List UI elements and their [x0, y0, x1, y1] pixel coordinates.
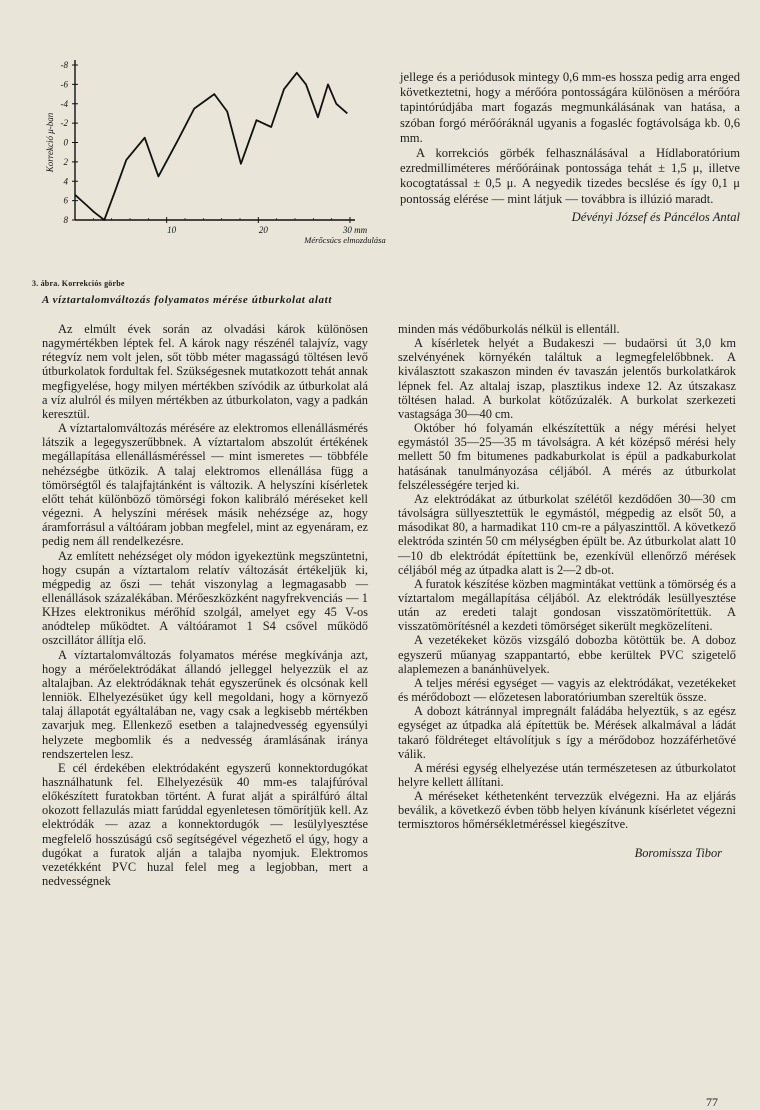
page-number: 77 [706, 1095, 718, 1109]
y-tick-label: -6 [60, 79, 68, 90]
x-tick-label: 30 mm [342, 225, 368, 235]
y-tick-label: 4 [63, 176, 68, 187]
paragraph: A dobozt kátránnyal impregnált faládába helyeztük, s az egész egységet az útpadka alá építettük be. Mérések alkalmával a ládát takaró földréteget eltávolítjuk s így a mérődoboz hozzáférhetővé válik. [398, 704, 736, 761]
figure-caption: 3. ábra. Korrekciós görbe [32, 279, 125, 288]
paragraph: A furatok készítése közben magmintákat vettünk a tömörség és a víztartalom megállapítása céljából. Az elektródák lesüllyesztése után az eredeti talajt gondosan visszatömörítettük. A visszatömörítésnél a kezdeti tömörséget sikerült megközelíteni. [398, 576, 736, 634]
authors-signature: Dévényi József és Páncélos Antal [571, 209, 740, 224]
y-tick-label: -4 [60, 98, 68, 109]
paragraph: Az elmúlt évek során az olvadási károk különösen nagymértékben léptek fel. A károk nagy részénél talajvíz, vagy rétegvíz nem volt jelen, sőt több méter magasságú töltésen levő útburkolatok fordultak fel. Szükségesnek mutatkozott tehát annak megfigyelése, hogy milyen mértékben szívódik az útburkolat alá a víz alulról és milyen mértékben az útburkolaton, vagy a padkán keresztül. [42, 322, 368, 421]
paragraph: Az említett nehézséget oly módon igyekeztünk megszüntetni, hogy csupán a víztartalom relatív változását értékeljük ki, mégpedig az őszi — tehát viszonylag a legmagasabb — ellenállások százalékában. Mérőeszközként nagyfrekvenciás — 1 KHzes elektronikus mérőhíd szolgál, amelyet egy 45 V-os anódtelep működtet. A váltóáramot 1 S4 csővel működő oszcillátor állítja elő. [42, 548, 368, 648]
article-title: A víztartalomváltozás folyamatos mérése útburkolat alatt [42, 294, 332, 306]
y-tick-label: 2 [63, 156, 68, 167]
paragraph: A víztartalomváltozás mérésére az elektromos ellenállásmérés látszik a legegyszerűbbnek. A víztartalom abszolút értékének megállapítása ellenállásméréssel — mint ismeretes — többféle nehézségbe ütközik. A talaj elektromos ellenállása függ a tömörségtől és talajfajtánként is változik. A helyszíni kísérletek előtt tehát különböző tömörségi fokon kalibráló méréseket kell végezni. A helyszíni mérések másik nehézsége az, hogy áramforrásul a váltóáram jobban megfelel, mint az egyenáram, ez pedig nem áll rendelkezésre. [42, 421, 368, 549]
article-left-column [42, 322, 368, 888]
article-right-column [398, 322, 736, 860]
paragraph: A kísérletek helyét a Budakeszi — budaörsi út 3,0 km szelvényének környékén találtuk a legmegfelelőbbnek. A kiválasztott szakaszon minden év tavaszán jelentős burkolatkárok lépnek fel. Az altalaj iszap, plasztikus indexe 12. Az útszakasz töltésen halad. A burkolat kötőzúzalék. A burkolat szerkezeti vastagsága 30—40 cm. [398, 336, 736, 421]
paragraph: A víztartalomváltozás folyamatos mérése megkívánja azt, hogy a mérőelektródákat állandó jelleggel helyezzük el az altalajban. Az elektródáknak tehát egyszerűnek és olcsónak kell lenniök. Elhelyezésüket úgy kell megoldani, hogy a környező talaj állapotát egyáltalában ne, vagy csak a legkisebb mértékben zavarjuk meg. Ellenkező esetben a talajnedvesség egyensúlyi helyzete megbomlik és a nedvesség áramlásának iránya rendszertelen lesz. [42, 647, 368, 761]
y-tick-label: 6 [63, 195, 68, 206]
y-tick-label: -8 [60, 60, 68, 70]
article-author: Boromissza Tibor [634, 845, 722, 860]
paragraph: E cél érdekében elektródaként egyszerű konnektordugókat használhatunk fel. Elhelyezésük 40 mm-es talajfúróval előkészített furatokban történt. A furat alját a spirálfúró által okozott fellazulás miatt farúddal egyenletesen tömörítjük kell. Az elektródák — azaz a konnektordugók — lesülylyesztése megfelelő hosszúságú cső segítségével végezhető el úgy, hogy a dugókat a furatok alján a talajba nyomjuk. Elektromos vezetékként PVC huzal felel meg a legjobban, mert a nedvességnek [42, 760, 368, 889]
paragraph: A teljes mérési egységet — vagyis az elektródákat, vezetékeket és mérődobozt — előzetesen laboratóriumban szereltük össze. [398, 675, 736, 705]
y-tick-label: 0 [63, 137, 68, 148]
x-tick-label: 20 [258, 225, 268, 235]
previous-article-ending [400, 70, 740, 225]
paragraph: A mérési egység elhelyezése után természetesen az útburkolatot helyre kellett állítani. [398, 760, 736, 789]
x-axis-label: Mérőcsúcs elmozdulása [304, 235, 386, 245]
y-axis-label: Korrekció μ-ban [45, 112, 55, 173]
paragraph: Az elektródákat az útburkolat szélétől kezdődően 30—30 cm távolságra süllyesztettük le egymástól, mégpedig az elsőt 50, a másodikat 80, a harmadikat 110 cm-re a pályaszinttől. A következő elektróda szintén 50 cm mélységben épült be. Az útburkolat alatt 10—10 db elektródát építettünk be, ezenkívül ellenőrző mérések céljából még az útpadka alatt is 2—2 db-ot. [398, 491, 736, 577]
paragraph: Október hó folyamán elkészítettük a négy mérési helyet egymástól 35—25—35 m távolságra. A két középső mérési hely mellett 50 fm bitumenes padkaburkolat is épül a padkaburkolat hatásának tanulmányozása céljából. A mérés az útburkolat felszélességére terjed ki. [398, 421, 736, 492]
y-tick-label: 8 [63, 215, 68, 225]
correction-curve-line [75, 73, 347, 220]
y-tick-label: -2 [60, 118, 68, 129]
paragraph: jellege és a periódusok mintegy 0,6 mm-es hossza pedig arra enged következtetni, hogy a mérőóra pontosságára különösen a mérőóra tapintórúdjába mart fogazás megmunkálásának van hatása, a szóban forgó mérőóráknál ugyanis a fogasléc fogtávolsága kb. 0,6 mm. [400, 70, 740, 145]
paragraph: minden más védőburkolás nélkül is ellentáll. [398, 322, 620, 336]
correction-curve-figure [30, 50, 386, 280]
paragraph: A méréseket kéthetenként tervezzük elvégezni. Ha az eljárás beválik, a következő évben több helyen kívánunk kísérletet végezni termisztoros hőmérsékletméréssel kiegészítve. [398, 789, 736, 832]
x-tick-label: 10 [167, 225, 177, 235]
paragraph: A korrekciós görbék felhasználásával a Hídlaboratórium ezredmilliméteres mérőóráinak pontossága tehát ± 1,5 μ, illetve kocogtatással ± 0,5 μ. A negyedik tizedes becslése és így 0,1 μ pontosság elérése — mint látjuk — továbbra is illúzió maradt. [400, 146, 740, 206]
paragraph: A vezetékeket közös vizsgáló dobozba kötöttük be. A doboz egyszerű műanyag szappantartó, ebbe kerültek PVC szigetelő alaplemezen a banánhüvelyek. [398, 633, 736, 676]
correction-curve-chart [30, 50, 386, 280]
